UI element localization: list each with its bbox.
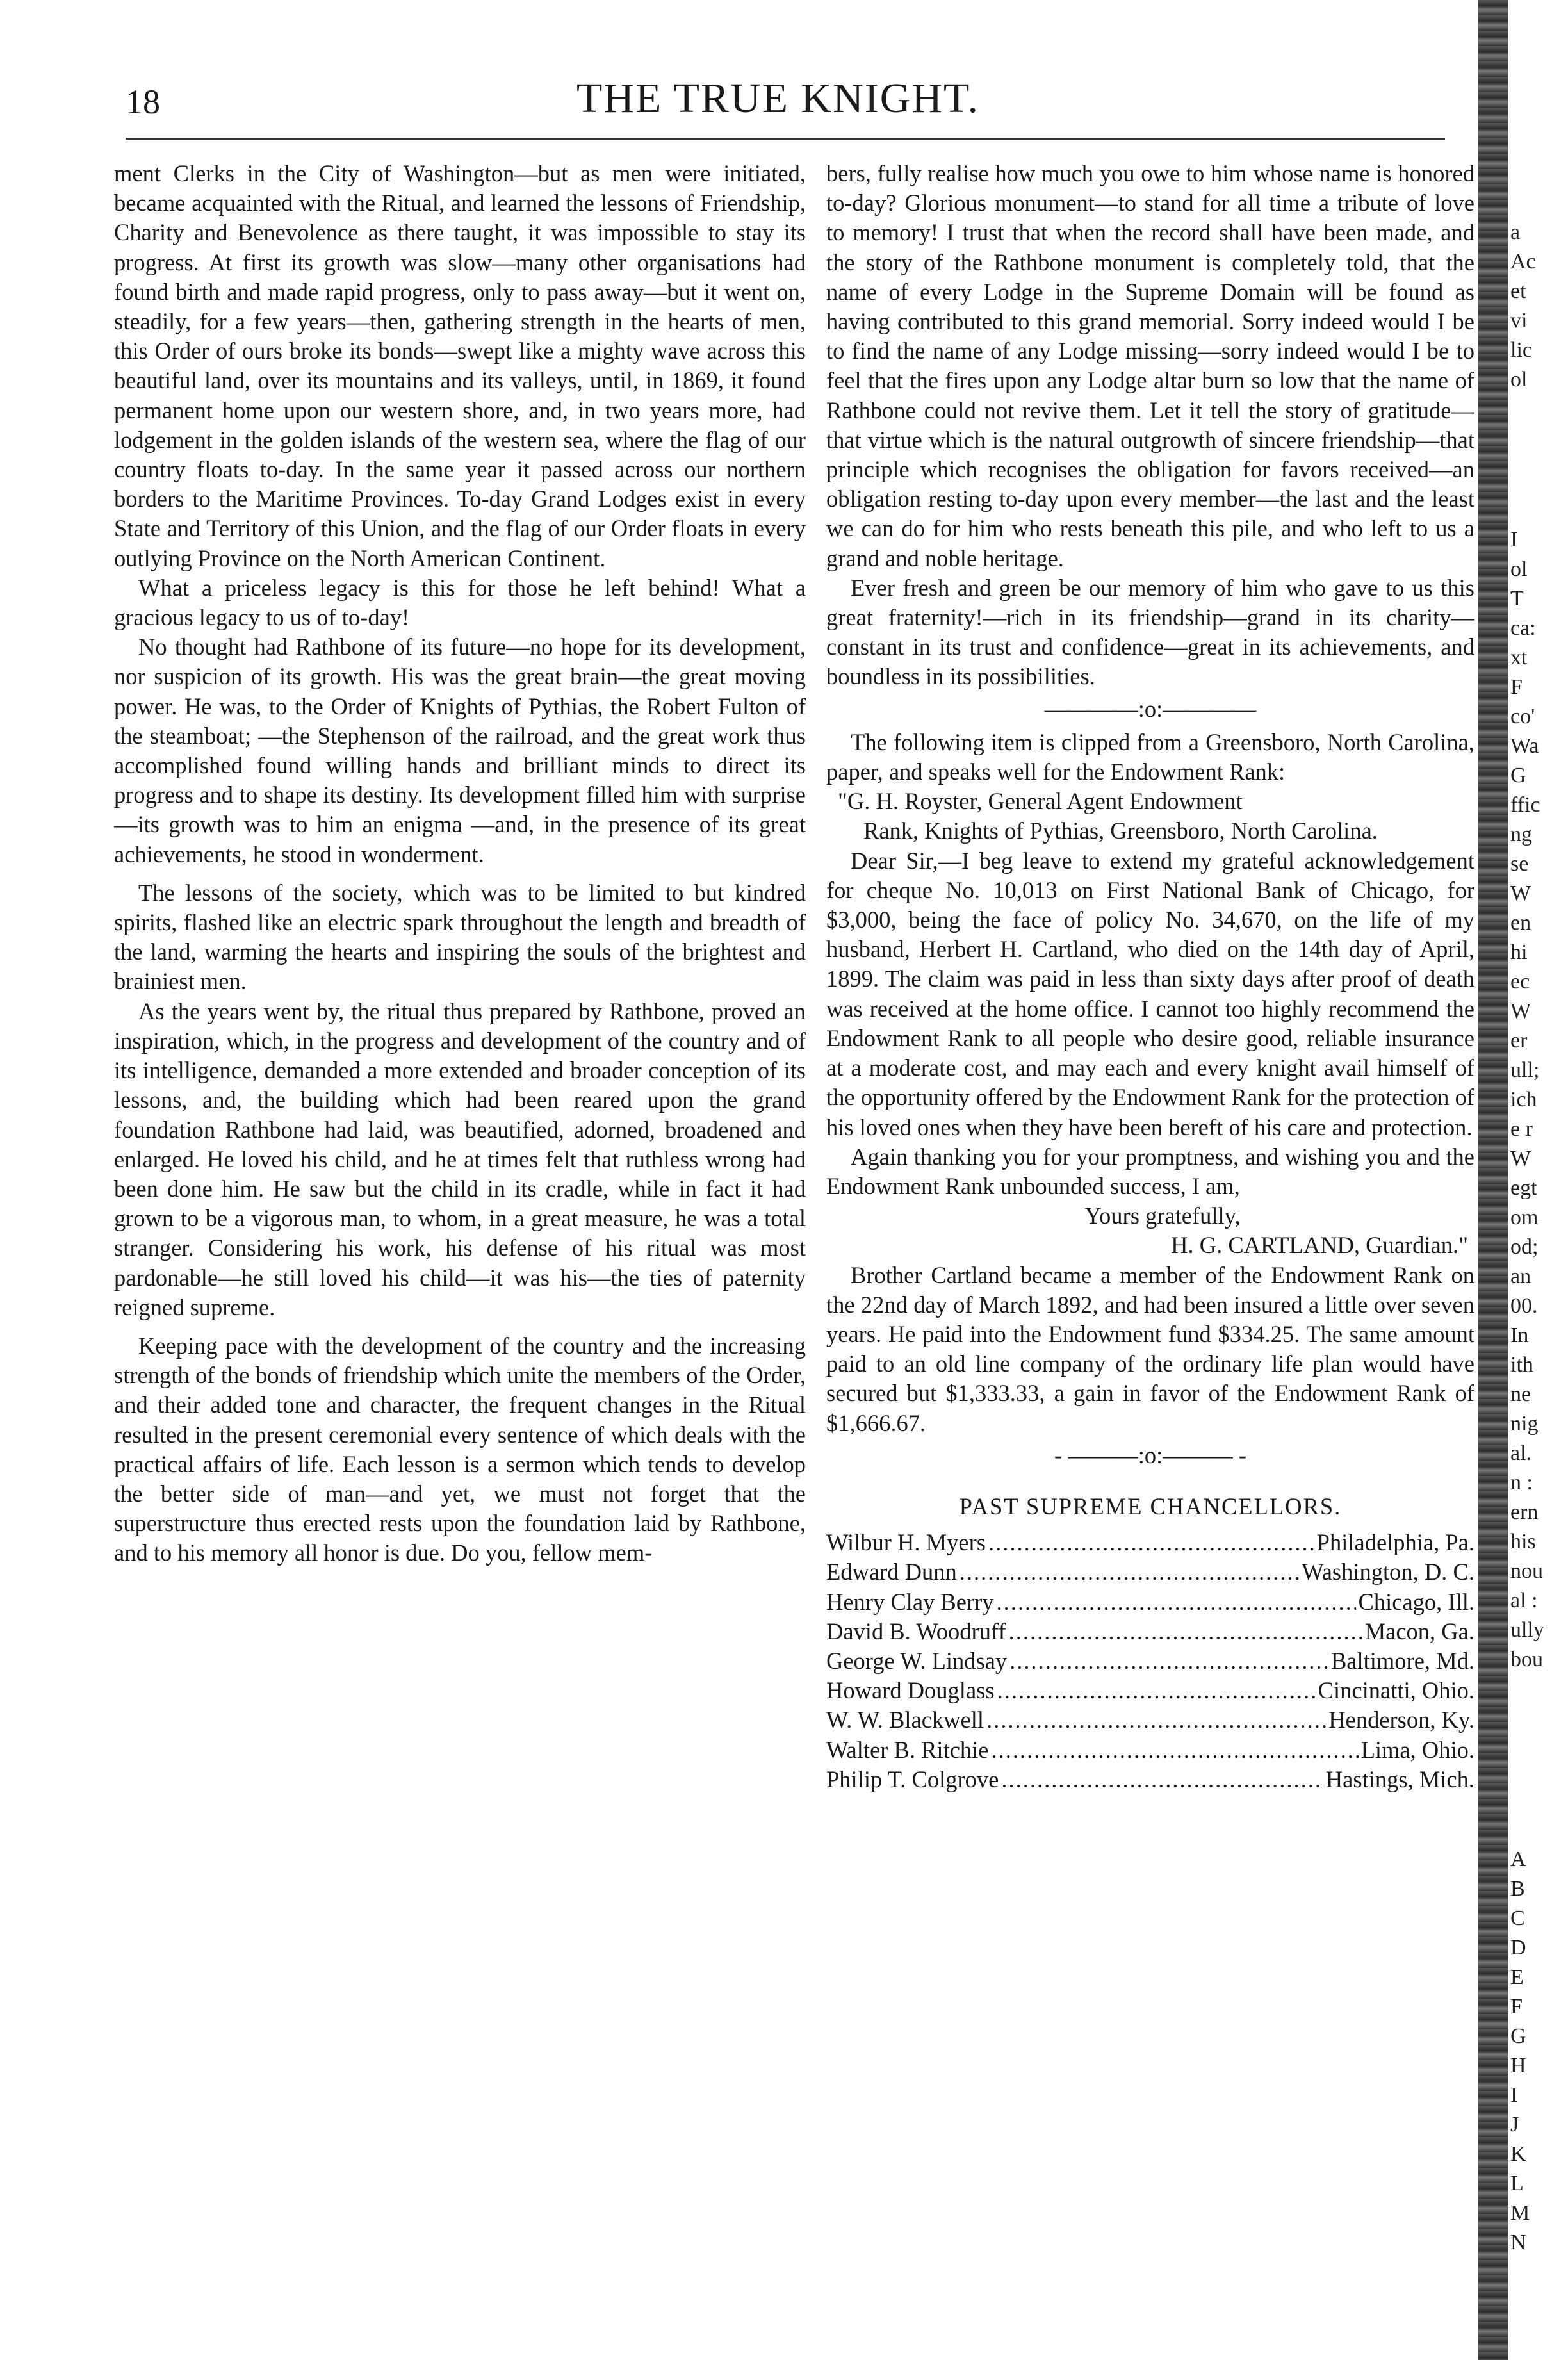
article-paragraph: No thought had Rathbone of its future—no hope for its development, nor suspicion of its growth. His was the great brain—the great moving power. He was, to the Order of Knights of Pythias, the Robert Fulton of the steamboat; —the Stephenson of the railroad, and the great work thus accomplished found willing hands and brilliant minds to direct its progress and to shape its destiny. Its development filled him with surprise—its growth was to him an enigma —and, in the presence of its great achievements, he stood in wonderment. xyxy=(114,634,806,867)
margin-fragment: er xyxy=(1510,1029,1528,1053)
margin-fragment: H xyxy=(1510,2054,1526,2077)
clipping-intro: The following item is clipped from a Greensboro, North Carolina, paper, and speaks well for the Endowment Rank: xyxy=(826,728,1474,785)
chancellor-name: Wilbur H. Myers xyxy=(826,1529,986,1556)
margin-fragment: Ac xyxy=(1510,250,1536,274)
article-paragraph: As the years went by, the ritual thus prepared by Rathbone, proved an inspiration, which, in the progress and development of the country and of its intelligence, demanded a more extended and broader conception of its lessons, and, the building which had been reared upon the grand foundation Rathbone had laid, was beautified, adorned, broadened and enlarged. He loved his child, and he at times felt that ruthless wrong had been done him. He saw but the child in its cradle, while in fact it had grown to be a vigorous man, to whom, in a great measure, he was a total stranger. Considering his work, his defense of his ritual was most pardonable—he still loved his child—it was his—the ties of paternity reigned supreme. xyxy=(114,997,806,1320)
chancellor-name: George W. Lindsay xyxy=(826,1647,1008,1674)
chancellor-city: Macon, Ga. xyxy=(1364,1618,1474,1644)
chancellor-row xyxy=(826,1528,1474,1557)
margin-fragment: B xyxy=(1510,1877,1525,1901)
letter-address-line: "G. H. Royster, General Agent Endowment xyxy=(838,788,1243,815)
letter-address-line: Rank, Knights of Pythias, Greensboro, North Carolina. xyxy=(863,817,1378,844)
margin-fragment: hi xyxy=(1510,940,1528,964)
chancellor-city: Chicago, Ill. xyxy=(1358,1588,1474,1615)
section-separator: ————:o:———— xyxy=(1044,695,1257,722)
section-separator: - ———:o:——— - xyxy=(1054,1441,1247,1468)
article-paragraph: Ever fresh and green be our memory of him who gave to us this great fraternity!—rich in its friendship—grand in its charity—constant in its trust and confidence—great in its achievements, and boundless in its possibilities. xyxy=(826,574,1474,690)
margin-fragment: Wa xyxy=(1510,734,1539,758)
margin-fragment: lic xyxy=(1510,338,1532,362)
margin-fragment: C xyxy=(1510,1906,1525,1930)
margin-fragment: I xyxy=(1510,2083,1518,2107)
margin-fragment: 00. xyxy=(1510,1294,1538,1318)
chancellor-row xyxy=(826,1705,1474,1735)
chancellor-row xyxy=(826,1557,1474,1587)
margin-fragment: L xyxy=(1510,2172,1524,2195)
leader-dots xyxy=(997,1676,1316,1705)
margin-fragment: ull; xyxy=(1510,1058,1540,1082)
chancellor-name: Howard Douglass xyxy=(826,1677,995,1704)
margin-fragment: ith xyxy=(1510,1353,1533,1377)
margin-fragment: A xyxy=(1510,1848,1526,1871)
header-rule xyxy=(126,138,1445,140)
margin-fragment: et xyxy=(1510,279,1526,303)
margin-fragment: en xyxy=(1510,911,1531,935)
margin-fragment: al. xyxy=(1510,1441,1532,1465)
binding-edge xyxy=(1478,0,1508,2360)
margin-fragment: vi xyxy=(1510,309,1528,332)
chancellor-row xyxy=(826,1765,1474,1794)
margin-fragment: an xyxy=(1510,1265,1531,1288)
editorial-note: Brother Cartland became a member of the Endowment Rank on the 22nd day of March 1892, and had been insured a little over seven years. He paid into the Endowment fund $334.25. The same amount paid to an old line company of the ordinary life plan would have secured but $1,333.33, a gain in favor of the Endowment Rank of $1,666.67. xyxy=(826,1261,1474,1436)
margin-fragment: In xyxy=(1510,1323,1529,1347)
margin-fragment: ne xyxy=(1510,1382,1531,1406)
chancellor-row xyxy=(826,1735,1474,1765)
left-column xyxy=(114,159,806,2311)
chancellor-city: Henderson, Ky. xyxy=(1328,1707,1474,1733)
margin-fragment: D xyxy=(1510,1936,1526,1960)
margin-fragment: co' xyxy=(1510,705,1535,728)
margin-fragment: bou xyxy=(1510,1648,1543,1671)
chancellor-name: Edward Dunn xyxy=(826,1559,957,1586)
margin-fragment: nou xyxy=(1510,1559,1543,1583)
chancellor-row xyxy=(826,1587,1474,1617)
chancellor-city: Baltimore, Md. xyxy=(1330,1647,1474,1674)
margin-fragment: M xyxy=(1510,2201,1530,2225)
chancellor-name: Walter B. Ritchie xyxy=(826,1736,989,1763)
margin-fragment: ca: xyxy=(1510,616,1536,640)
margin-fragment: ng xyxy=(1510,823,1532,846)
right-column xyxy=(826,159,1474,2311)
chancellor-city: Philadelphia, Pa. xyxy=(1316,1529,1474,1556)
leader-dots xyxy=(1009,1646,1328,1676)
running-head-title: THE TRUE KNIGHT. xyxy=(576,75,979,122)
chancellors-heading: PAST SUPREME CHANCELLORS. xyxy=(959,1493,1342,1520)
chancellors-list xyxy=(826,1528,1474,1794)
leader-dots xyxy=(986,1705,1326,1735)
margin-fragment: ec xyxy=(1510,970,1530,994)
margin-fragment: J xyxy=(1510,2113,1519,2136)
margin-fragment: se xyxy=(1510,852,1529,876)
margin-fragment: egt xyxy=(1510,1176,1537,1200)
chancellor-city: Hastings, Mich. xyxy=(1325,1766,1474,1792)
leader-dots xyxy=(960,1557,1299,1587)
leader-dots xyxy=(1001,1765,1323,1794)
chancellor-name: David B. Woodruff xyxy=(826,1618,1006,1644)
margin-fragment: ully xyxy=(1510,1618,1544,1642)
margin-fragment: al : xyxy=(1510,1589,1538,1612)
margin-fragment: e r xyxy=(1510,1117,1533,1141)
margin-fragment: W xyxy=(1510,1147,1531,1170)
margin-fragment: ffic xyxy=(1510,793,1540,817)
adjacent-page-fragments-lower xyxy=(1510,1845,1568,2258)
margin-fragment: ol xyxy=(1510,557,1528,581)
letter-paragraph: Again thanking you for your promptness, and wishing you and the Endowment Rank unbounded success, I am, xyxy=(826,1143,1474,1199)
chancellor-row xyxy=(826,1676,1474,1705)
leader-dots xyxy=(997,1587,1356,1617)
chancellor-name: Philip T. Colgrove xyxy=(826,1766,999,1792)
margin-fragment: n : xyxy=(1510,1471,1533,1495)
chancellor-city: Washington, D. C. xyxy=(1302,1559,1474,1586)
chancellor-row xyxy=(826,1646,1474,1676)
margin-fragment: ern xyxy=(1510,1500,1539,1524)
letter-paragraph: Dear Sir,—I beg leave to extend my grateful acknowledgement for cheque No. 10,013 on First National Bank of Chicago, for $3,000, being the face of policy No. 34,670, on the life of my husband, Herbert H. Cartland, who died on the 14th day of April, 1899. The claim was paid in less than sixty days after proof of death was received at the home office. I cannot too highly recommend the Endowment Rank to all people who desire good, reliable insurance at a moderate cost, and may each and every knight avail himself of the opportunity offered by the Endowment Rank for the protection of his loved ones when they have been bereft of his care and protection. xyxy=(826,847,1474,1140)
margin-fragment: G xyxy=(1510,2024,1526,2048)
letter-signature: H. G. CARTLAND, Guardian." xyxy=(1171,1232,1468,1259)
leader-dots xyxy=(992,1735,1359,1765)
margin-fragment: E xyxy=(1510,1965,1524,1989)
margin-fragment: W xyxy=(1510,881,1531,905)
margin-fragment: W xyxy=(1510,999,1531,1023)
margin-fragment: ich xyxy=(1510,1088,1537,1111)
article-paragraph: What a priceless legacy is this for those he left behind! What a gracious legacy to us of to-day! xyxy=(114,574,806,631)
margin-fragment: F xyxy=(1510,675,1523,699)
margin-fragment: F xyxy=(1510,1995,1523,2019)
margin-fragment: T xyxy=(1510,587,1524,610)
margin-fragment: xt xyxy=(1510,646,1528,669)
adjacent-page-fragments-top xyxy=(1510,218,1568,395)
chancellor-row xyxy=(826,1617,1474,1646)
margin-fragment: ol xyxy=(1510,368,1528,391)
margin-fragment: K xyxy=(1510,2142,1526,2166)
margin-fragment: I xyxy=(1510,528,1518,552)
margin-fragment: N xyxy=(1510,2231,1526,2254)
margin-fragment: nig xyxy=(1510,1412,1539,1436)
margin-fragment: od; xyxy=(1510,1235,1539,1259)
leader-dots xyxy=(1009,1617,1362,1646)
article-paragraph: Keeping pace with the development of the country and the increasing strength of the bonds of friendship which unite the members of the Order, and their added tone and character, the frequent changes in the Ritual resulted in the present ceremonial every sentence of which deals with the practical affairs of life. Each lesson is a sermon which tends to develop the better side of man—and yet, we must not forget that the superstructure thus erected rests upon the foundation laid by Rathbone, and to his memory all honor is due. Do you, fellow mem- xyxy=(114,1332,806,1566)
margin-fragment: G xyxy=(1510,764,1526,787)
adjacent-page-fragments-middle xyxy=(1510,525,1568,1675)
article-paragraph: The lessons of the society, which was to be limited to but kindred spirits, flashed like an electric spark throughout the length and breadth of the land, warming the hearts and inspiring the souls of the brightest and brainiest men. xyxy=(114,879,806,995)
page-number: 18 xyxy=(126,83,160,121)
letter-closing: Yours gratefully, xyxy=(1084,1202,1241,1229)
margin-fragment: a xyxy=(1510,220,1521,244)
article-paragraph: bers, fully realise how much you owe to him whose name is honored to-day? Glorious monument—to stand for all time a tribute of love to memory! I trust that when the record shall have been made, and the story of the Rathbone monument is completely told, that the name of every Lodge in the Supreme Domain will be found as having contributed to this grand memorial. Sorry indeed would I be to find the name of any Lodge missing—sorry indeed would I be to feel that the fires upon any Lodge altar burn so low that the name of Rathbone could not revive them. Let it tell the story of gratitude—that virtue which is the natural outgrowth of sincere friendship—that principle which recognises the obligation for favors received—an obligation resting to-day upon every member—the last and the least we can do for him who rests beneath this pile, and who left to us a grand and noble heritage. xyxy=(826,160,1474,571)
leader-dots xyxy=(988,1528,1314,1557)
article-paragraph: ment Clerks in the City of Washington—but as men were initiated, became acquainted with the Ritual, and learned the lessons of Friendship, Charity and Benevolence as there taught, it was impossible to stay its progress. At first its growth was slow—many other organisations had found birth and made rapid progress, only to pass away—but it went on, steadily, for a few years—then, gathering strength in the hearts of men, this Order of ours broke its bonds—swept like a mighty wave across this beautiful land, over its mountains and its valleys, until, in 1869, it found permanent home upon our western shore, and, in two years more, had lodgement in the golden islands of the western sea, where the flag of our country floats to-day. In the same year it passed across our northern borders to the Maritime Provinces. To-day Grand Lodges exist in every State and Territory of this Union, and the flag of our Order floats in every outlying Province on the North American Continent. xyxy=(114,160,806,571)
chancellor-name: Henry Clay Berry xyxy=(826,1588,994,1615)
chancellor-city: Cincinatti, Ohio. xyxy=(1318,1677,1474,1704)
margin-fragment: om xyxy=(1510,1206,1539,1229)
chancellor-name: W. W. Blackwell xyxy=(826,1707,984,1733)
chancellor-city: Lima, Ohio. xyxy=(1360,1736,1474,1763)
margin-fragment: his xyxy=(1510,1530,1536,1553)
